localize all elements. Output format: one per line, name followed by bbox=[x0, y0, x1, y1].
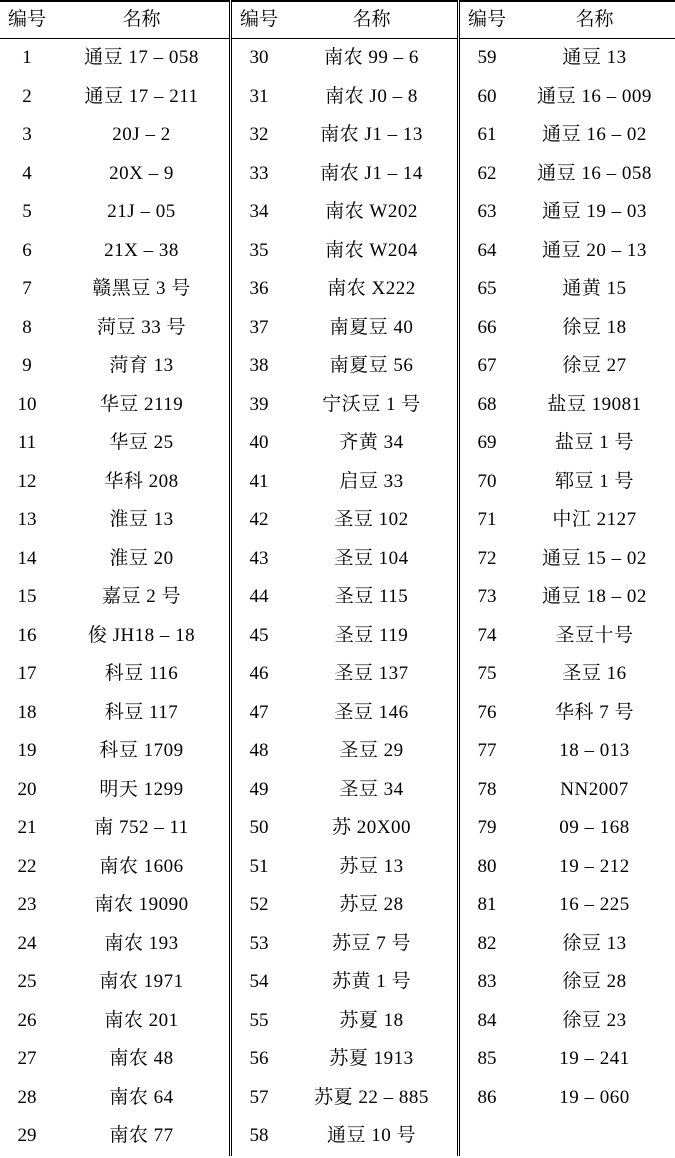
cell-name: 圣豆 104 bbox=[334, 547, 409, 569]
cell-id: 17 bbox=[17, 663, 37, 684]
cell-name: 科豆 117 bbox=[104, 701, 179, 723]
table-row bbox=[460, 1079, 675, 1118]
cell-name: 苏豆 7 号 bbox=[331, 932, 411, 954]
table-row bbox=[460, 809, 675, 848]
table-body-3 bbox=[460, 39, 675, 1156]
table-row bbox=[0, 309, 229, 348]
cell-name: 南农 19090 bbox=[94, 894, 189, 915]
table-row bbox=[0, 463, 229, 502]
table-row bbox=[460, 424, 675, 463]
table-row bbox=[232, 155, 457, 194]
column-header-name: 名称 bbox=[286, 1, 457, 39]
cell-name: 淮豆 20 bbox=[109, 547, 174, 569]
cell-name: 18 – 013 bbox=[559, 740, 630, 761]
table-row bbox=[232, 617, 457, 656]
cell-id: 54 bbox=[249, 971, 269, 992]
cell-id: 6 bbox=[22, 239, 32, 261]
cell-id: 26 bbox=[17, 1009, 37, 1031]
cell-id: 24 bbox=[17, 932, 37, 954]
cell-name: 20X – 9 bbox=[109, 162, 174, 184]
table-row bbox=[0, 694, 229, 733]
cell-id: 78 bbox=[477, 778, 497, 800]
table-row bbox=[460, 347, 675, 386]
cell-name bbox=[514, 1117, 675, 1156]
cell-id: 53 bbox=[249, 932, 269, 954]
table-row bbox=[232, 694, 457, 733]
cell-name: 南农 X222 bbox=[327, 278, 416, 299]
cell-id: 84 bbox=[477, 1009, 497, 1031]
cell-id: 70 bbox=[477, 470, 497, 492]
table-row bbox=[0, 886, 229, 925]
cell-name: 明天 1299 bbox=[99, 778, 184, 800]
cell-name: 20J – 2 bbox=[112, 124, 171, 145]
cell-id: 85 bbox=[477, 1048, 497, 1069]
cell-name: 嘉豆 2 号 bbox=[101, 586, 181, 607]
table-body-2 bbox=[232, 39, 457, 1156]
cell-id: 76 bbox=[477, 701, 497, 723]
cell-id: 3 bbox=[22, 124, 32, 145]
table-row bbox=[0, 270, 229, 309]
table-row bbox=[232, 78, 457, 117]
table-row bbox=[232, 424, 457, 463]
cell-id: 5 bbox=[22, 201, 32, 222]
table-row bbox=[232, 501, 457, 540]
table-row bbox=[460, 655, 675, 694]
cell-name: 南农 193 bbox=[104, 932, 179, 954]
table-row bbox=[232, 732, 457, 771]
cell-name: 19 – 241 bbox=[559, 1048, 630, 1069]
cell-id: 68 bbox=[477, 393, 497, 415]
table-header-row bbox=[232, 1, 457, 39]
cell-id: 72 bbox=[477, 547, 497, 569]
table-row bbox=[460, 39, 675, 78]
cell-name: 徐豆 13 bbox=[562, 932, 627, 954]
cell-id: 58 bbox=[249, 1125, 269, 1146]
column-header-id: 编号 bbox=[0, 1, 54, 39]
cell-name: 通豆 18 – 02 bbox=[542, 586, 647, 607]
cell-id bbox=[460, 1117, 514, 1156]
table-row bbox=[460, 155, 675, 194]
table-row bbox=[0, 925, 229, 964]
table-row bbox=[460, 694, 675, 733]
cell-name: 淮豆 13 bbox=[109, 509, 174, 530]
cell-name: 盐豆 1 号 bbox=[554, 432, 634, 453]
table-row bbox=[232, 540, 457, 579]
cell-name: 通豆 17 – 211 bbox=[84, 85, 199, 107]
table-column-block-1 bbox=[0, 0, 229, 1156]
cell-id: 32 bbox=[249, 124, 269, 145]
cell-id: 43 bbox=[249, 547, 269, 569]
table-row bbox=[232, 386, 457, 425]
cell-name: 齐黄 34 bbox=[339, 432, 404, 453]
table-row bbox=[232, 116, 457, 155]
cell-id: 67 bbox=[477, 355, 497, 376]
column-header-id: 编号 bbox=[232, 1, 286, 39]
table-row bbox=[460, 617, 675, 656]
table-row bbox=[232, 1117, 457, 1156]
table-row bbox=[460, 116, 675, 155]
cell-name: 南农 48 bbox=[109, 1048, 174, 1069]
table-row bbox=[232, 655, 457, 694]
table-row bbox=[0, 540, 229, 579]
cell-id: 34 bbox=[249, 201, 269, 222]
cell-id: 8 bbox=[22, 316, 32, 338]
cell-name: NN2007 bbox=[560, 778, 629, 800]
cell-id: 46 bbox=[249, 663, 269, 684]
cell-name: 菏豆 33 号 bbox=[96, 316, 186, 338]
cell-id: 2 bbox=[22, 85, 32, 107]
table-row bbox=[460, 925, 675, 964]
table-row bbox=[232, 771, 457, 810]
cell-name: 通豆 17 – 058 bbox=[84, 47, 199, 68]
cell-name: 21J – 05 bbox=[107, 201, 176, 222]
table-row bbox=[232, 925, 457, 964]
cell-name: 通豆 19 – 03 bbox=[542, 201, 647, 222]
cell-id: 36 bbox=[249, 278, 269, 299]
cell-id: 52 bbox=[249, 894, 269, 915]
table-row bbox=[0, 386, 229, 425]
table-row bbox=[0, 347, 229, 386]
table-row bbox=[232, 39, 457, 78]
table-header-3 bbox=[460, 1, 675, 39]
cell-name: 苏豆 13 bbox=[339, 855, 404, 877]
cell-name: 南农 201 bbox=[104, 1009, 179, 1031]
cell-id: 9 bbox=[22, 355, 32, 376]
cell-id: 31 bbox=[249, 85, 269, 107]
cell-name: 华豆 2119 bbox=[99, 393, 184, 415]
cell-name: 圣豆 115 bbox=[334, 586, 409, 607]
cell-name: 通豆 16 – 009 bbox=[537, 85, 652, 107]
cell-id: 51 bbox=[249, 855, 269, 877]
table-row bbox=[232, 809, 457, 848]
table-row bbox=[460, 232, 675, 271]
cell-name: 盐豆 19081 bbox=[547, 393, 642, 415]
table-row bbox=[0, 1079, 229, 1118]
cell-id: 69 bbox=[477, 432, 497, 453]
cell-id: 38 bbox=[249, 355, 269, 376]
table-row bbox=[0, 78, 229, 117]
table-row-empty bbox=[460, 1117, 675, 1156]
cell-name: 16 – 225 bbox=[559, 894, 630, 915]
cell-name: 俊 JH18 – 18 bbox=[87, 624, 196, 646]
table-row bbox=[232, 1002, 457, 1041]
table-header-1 bbox=[0, 1, 229, 39]
cell-name: 圣豆 16 bbox=[562, 663, 627, 684]
table-row bbox=[0, 809, 229, 848]
table-row bbox=[0, 116, 229, 155]
cell-name: 南农 77 bbox=[109, 1125, 174, 1146]
table-header-2 bbox=[232, 1, 457, 39]
table-row bbox=[0, 1040, 229, 1079]
cell-id: 74 bbox=[477, 624, 497, 646]
cell-id: 16 bbox=[17, 624, 37, 646]
cell-id: 40 bbox=[249, 432, 269, 453]
table-row bbox=[232, 232, 457, 271]
cell-name: 南农 99 – 6 bbox=[324, 47, 419, 68]
table-row bbox=[460, 578, 675, 617]
table-row bbox=[460, 193, 675, 232]
table-row bbox=[0, 232, 229, 271]
cell-name: 21X – 38 bbox=[104, 239, 179, 261]
table-row bbox=[0, 424, 229, 463]
table-row bbox=[232, 1079, 457, 1118]
cell-id: 35 bbox=[249, 239, 269, 261]
table-column-block-2 bbox=[229, 0, 457, 1156]
cell-id: 4 bbox=[22, 162, 32, 184]
table-row bbox=[0, 732, 229, 771]
cell-id: 20 bbox=[17, 778, 37, 800]
cell-id: 82 bbox=[477, 932, 497, 954]
cell-id: 64 bbox=[477, 239, 497, 261]
cell-name: 苏黄 1 号 bbox=[331, 971, 411, 992]
cell-name: 华豆 25 bbox=[109, 432, 174, 453]
cell-id: 79 bbox=[477, 817, 497, 838]
cell-id: 86 bbox=[477, 1086, 497, 1108]
table-row bbox=[0, 1117, 229, 1156]
cell-name: 郓豆 1 号 bbox=[554, 470, 634, 492]
variety-table-3 bbox=[460, 0, 675, 1156]
cell-name: 19 – 212 bbox=[559, 855, 630, 877]
cell-id: 75 bbox=[477, 663, 497, 684]
table-row bbox=[0, 501, 229, 540]
cell-name: 南农 64 bbox=[109, 1086, 174, 1108]
cell-id: 47 bbox=[249, 701, 269, 723]
cell-id: 59 bbox=[477, 47, 497, 68]
cell-id: 7 bbox=[22, 278, 32, 299]
cell-name: 通豆 16 – 058 bbox=[537, 162, 652, 184]
table-row bbox=[232, 193, 457, 232]
table-row bbox=[0, 771, 229, 810]
cell-id: 83 bbox=[477, 971, 497, 992]
cell-name: 南 752 – 11 bbox=[94, 817, 189, 838]
cell-id: 14 bbox=[17, 547, 37, 569]
cell-name: 南农 W204 bbox=[325, 239, 418, 261]
cell-name: 启豆 33 bbox=[339, 470, 404, 492]
table-row bbox=[460, 886, 675, 925]
cell-name: 苏豆 28 bbox=[339, 894, 404, 915]
table-row bbox=[460, 1040, 675, 1079]
table-row bbox=[460, 309, 675, 348]
table-row bbox=[0, 1002, 229, 1041]
cell-name: 中江 2127 bbox=[552, 509, 637, 530]
cell-name: 南农 1606 bbox=[99, 855, 184, 877]
cell-name: 通豆 16 – 02 bbox=[542, 124, 647, 145]
cell-id: 19 bbox=[17, 740, 37, 761]
cell-name: 赣黑豆 3 号 bbox=[92, 278, 191, 299]
cell-id: 21 bbox=[17, 817, 37, 838]
cell-id: 28 bbox=[17, 1086, 37, 1108]
table-row bbox=[0, 617, 229, 656]
cell-id: 80 bbox=[477, 855, 497, 877]
cell-id: 56 bbox=[249, 1048, 269, 1069]
column-header-name: 名称 bbox=[514, 1, 675, 39]
table-row bbox=[0, 578, 229, 617]
table-row bbox=[460, 848, 675, 887]
table-row bbox=[460, 963, 675, 1002]
cell-id: 22 bbox=[17, 855, 37, 877]
cell-id: 30 bbox=[249, 47, 269, 68]
table-row bbox=[460, 386, 675, 425]
table-row bbox=[460, 540, 675, 579]
cell-id: 73 bbox=[477, 586, 497, 607]
cell-name: 徐豆 28 bbox=[562, 971, 627, 992]
cell-name: 菏育 13 bbox=[109, 355, 174, 376]
cell-id: 45 bbox=[249, 624, 269, 646]
table-row bbox=[460, 78, 675, 117]
cell-id: 65 bbox=[477, 278, 497, 299]
cell-id: 60 bbox=[477, 85, 497, 107]
cell-id: 77 bbox=[477, 740, 497, 761]
table-row bbox=[460, 270, 675, 309]
cell-id: 63 bbox=[477, 201, 497, 222]
column-header-id: 编号 bbox=[460, 1, 514, 39]
cell-name: 圣豆 34 bbox=[339, 778, 404, 800]
table-row bbox=[232, 270, 457, 309]
cell-id: 48 bbox=[249, 740, 269, 761]
cell-id: 10 bbox=[17, 393, 37, 415]
table-row bbox=[232, 309, 457, 348]
table-row bbox=[0, 155, 229, 194]
cell-name: 苏夏 22 – 885 bbox=[314, 1086, 429, 1108]
cell-name: 19 – 060 bbox=[559, 1086, 630, 1108]
cell-id: 11 bbox=[17, 432, 37, 453]
cell-name: 南农 1971 bbox=[99, 971, 184, 992]
table-header-row bbox=[460, 1, 675, 39]
cell-id: 44 bbox=[249, 586, 269, 607]
cell-name: 通豆 20 – 13 bbox=[542, 239, 647, 261]
cell-id: 41 bbox=[249, 470, 269, 492]
cell-name: 苏 20X00 bbox=[332, 817, 411, 838]
cell-id: 62 bbox=[477, 162, 497, 184]
cell-id: 39 bbox=[249, 393, 269, 415]
variety-table-2 bbox=[232, 0, 457, 1156]
cell-name: 通豆 15 – 02 bbox=[542, 547, 647, 569]
table-row bbox=[0, 963, 229, 1002]
cell-id: 29 bbox=[17, 1125, 37, 1146]
cell-name: 南夏豆 40 bbox=[329, 316, 414, 338]
table-row bbox=[460, 463, 675, 502]
cell-name: 徐豆 18 bbox=[562, 316, 627, 338]
table-row bbox=[232, 1040, 457, 1079]
cell-name: 通豆 13 bbox=[562, 47, 627, 68]
cell-id: 15 bbox=[17, 586, 37, 607]
cell-name: 徐豆 23 bbox=[562, 1009, 627, 1031]
cell-id: 18 bbox=[17, 701, 37, 723]
cell-name: 科豆 116 bbox=[104, 663, 179, 684]
cell-id: 37 bbox=[249, 316, 269, 338]
cell-id: 61 bbox=[477, 124, 497, 145]
table-row bbox=[460, 771, 675, 810]
variety-table-1 bbox=[0, 0, 229, 1156]
table-row bbox=[0, 848, 229, 887]
cell-id: 1 bbox=[22, 47, 32, 68]
table-row bbox=[232, 848, 457, 887]
cell-id: 66 bbox=[477, 316, 497, 338]
cell-name: 圣豆 119 bbox=[334, 624, 409, 646]
table-header-row bbox=[0, 1, 229, 39]
cell-id: 27 bbox=[17, 1048, 37, 1069]
cell-id: 50 bbox=[249, 817, 269, 838]
cell-name: 圣豆十号 bbox=[555, 624, 634, 646]
cell-name: 南农 W202 bbox=[325, 201, 418, 222]
cell-id: 55 bbox=[249, 1009, 269, 1031]
cell-id: 81 bbox=[477, 894, 497, 915]
cell-name: 徐豆 27 bbox=[562, 355, 627, 376]
cell-name: 09 – 168 bbox=[559, 817, 630, 838]
table-row bbox=[232, 463, 457, 502]
table-row bbox=[232, 963, 457, 1002]
cell-name: 圣豆 137 bbox=[334, 663, 409, 684]
table-row bbox=[232, 578, 457, 617]
table-row bbox=[0, 39, 229, 78]
cell-name: 苏夏 18 bbox=[339, 1009, 404, 1031]
cell-name: 通豆 10 号 bbox=[326, 1125, 416, 1146]
table-row bbox=[232, 347, 457, 386]
cell-id: 25 bbox=[17, 971, 37, 992]
cell-name: 圣豆 29 bbox=[339, 740, 404, 761]
cell-id: 13 bbox=[17, 509, 37, 530]
cell-id: 33 bbox=[249, 162, 269, 184]
table-row bbox=[0, 193, 229, 232]
cell-name: 南夏豆 56 bbox=[329, 355, 414, 376]
cell-name: 华科 7 号 bbox=[554, 701, 634, 723]
table-column-block-3 bbox=[457, 0, 675, 1156]
table-row bbox=[460, 732, 675, 771]
table-row bbox=[0, 655, 229, 694]
cell-name: 苏夏 1913 bbox=[329, 1048, 414, 1069]
cell-id: 49 bbox=[249, 778, 269, 800]
cell-id: 12 bbox=[17, 470, 37, 492]
cell-name: 南农 J1 – 13 bbox=[320, 124, 423, 145]
cell-name: 通黄 15 bbox=[562, 278, 627, 299]
cell-name: 华科 208 bbox=[104, 470, 179, 492]
table-body-1 bbox=[0, 39, 229, 1156]
column-header-name: 名称 bbox=[54, 1, 229, 39]
cell-id: 71 bbox=[477, 509, 497, 530]
cell-name: 圣豆 102 bbox=[334, 509, 409, 530]
cell-name: 南农 J0 – 8 bbox=[325, 85, 418, 107]
cell-name: 宁沃豆 1 号 bbox=[322, 393, 421, 415]
cell-name: 南农 J1 – 14 bbox=[320, 162, 423, 184]
cell-id: 42 bbox=[249, 509, 269, 530]
cell-id: 57 bbox=[249, 1086, 269, 1108]
cell-name: 科豆 1709 bbox=[99, 740, 184, 761]
cell-name: 圣豆 146 bbox=[334, 701, 409, 723]
table-row bbox=[460, 501, 675, 540]
table-row bbox=[460, 1002, 675, 1041]
cell-id: 23 bbox=[17, 894, 37, 915]
table-row bbox=[232, 886, 457, 925]
